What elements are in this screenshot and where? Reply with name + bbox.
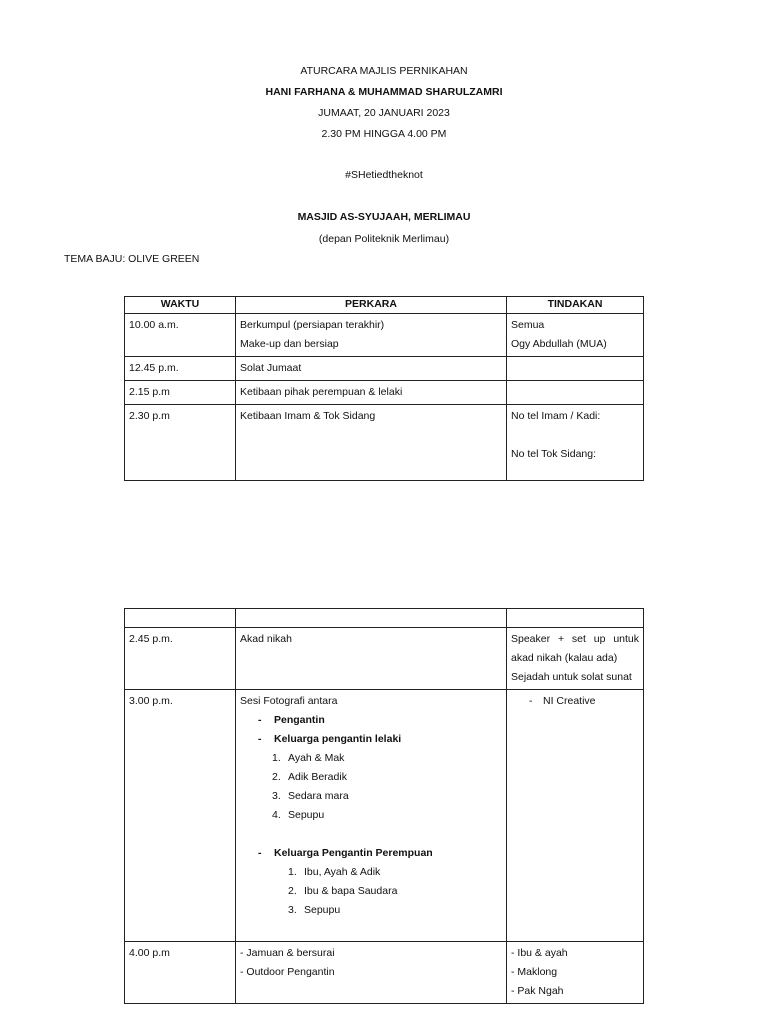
list-item: 2. Adik Beradik: [272, 771, 347, 783]
item-line: Make-up dan bersiap: [240, 338, 339, 350]
empty-cell: [236, 609, 507, 628]
table-row: [125, 942, 644, 1004]
action-cell: [507, 628, 644, 690]
action-line: - Maklong: [511, 966, 558, 978]
list-item: 1. Ibu, Ayah & Adik: [288, 866, 381, 878]
list-item: 4. Sepupu: [272, 809, 325, 821]
item-cell: [236, 942, 507, 1004]
action-line: - Ibu & ayah: [511, 947, 568, 959]
document-title: ATURCARA MAJLIS PERNIKAHAN: [300, 65, 468, 77]
time-cell: 3.00 p.m.: [125, 690, 236, 942]
table-row: [125, 690, 644, 942]
table-header-row: [125, 297, 644, 314]
event-time: 2.30 PM HINGGA 4.00 PM: [321, 128, 447, 140]
action-line: No tel Imam / Kadi:: [511, 410, 601, 422]
schedule-table-2: [124, 608, 644, 1004]
column-header-perkara: PERKARA: [236, 297, 507, 314]
venue-note: (depan Politeknik Merlimau): [318, 233, 450, 245]
hashtag: #SHetiedtheknot: [345, 169, 423, 181]
item-cell: Ketibaan pihak perempuan & lelaki: [236, 381, 507, 405]
time-cell: 2.30 p.m: [125, 405, 236, 481]
action-line: Semua: [511, 319, 545, 331]
action-line: - Pak Ngah: [511, 985, 564, 997]
empty-cell: [507, 609, 644, 628]
item-line: - Outdoor Pengantin: [240, 966, 335, 978]
time-cell: 2.15 p.m: [125, 381, 236, 405]
table-row: [125, 628, 644, 690]
action-cell: [507, 381, 644, 405]
table-row: [125, 405, 644, 481]
dress-theme: TEMA BAJU: OLIVE GREEN: [64, 253, 200, 265]
time-cell: 2.45 p.m.: [125, 628, 236, 690]
column-header-waktu: WAKTU: [125, 297, 236, 314]
action-line: - NI Creative: [529, 695, 596, 707]
action-line: Ogy Abdullah (MUA): [511, 338, 607, 350]
action-cell: [507, 314, 644, 357]
action-cell: [507, 405, 644, 481]
item-cell: Solat Jumaat: [236, 357, 507, 381]
action-line: Speaker + set up untuk: [511, 633, 639, 645]
empty-cell: [125, 609, 236, 628]
action-cell: [507, 690, 644, 942]
table-row: [125, 357, 644, 381]
item-line: Sesi Fotografi antara: [240, 695, 338, 707]
item-line: Berkumpul (persiapan terakhir): [240, 319, 385, 331]
venue: MASJID AS-SYUJAAH, MERLIMAU: [297, 211, 471, 223]
empty-header-row: [125, 609, 644, 628]
action-cell: [507, 942, 644, 1004]
list-item: 3. Sedara mara: [272, 790, 349, 802]
column-header-tindakan: TINDAKAN: [507, 297, 644, 314]
item-line: - Jamuan & bersurai: [240, 947, 335, 959]
action-line: No tel Tok Sidang:: [511, 448, 597, 460]
list-item: - Pengantin: [258, 714, 325, 726]
item-cell: [236, 690, 507, 942]
event-date: JUMAAT, 20 JANUARI 2023: [318, 107, 450, 119]
schedule-table-1: [124, 296, 644, 481]
item-cell: Ketibaan Imam & Tok Sidang: [236, 405, 507, 481]
table-row: [125, 381, 644, 405]
item-cell: Akad nikah: [236, 628, 507, 690]
action-cell: [507, 357, 644, 381]
list-item: 1. Ayah & Mak: [272, 752, 345, 764]
table-row: [125, 314, 644, 357]
list-item: - Keluarga Pengantin Perempuan: [258, 847, 433, 859]
time-cell: 12.45 p.m.: [125, 357, 236, 381]
list-item: - Keluarga pengantin lelaki: [258, 733, 402, 745]
list-item: 2. Ibu & bapa Saudara: [288, 885, 398, 897]
time-cell: 10.00 a.m.: [125, 314, 236, 357]
list-item: 3. Sepupu: [288, 904, 341, 916]
time-cell: 4.00 p.m: [125, 942, 236, 1004]
action-line: Sejadah untuk solat sunat: [511, 671, 632, 683]
item-cell: [236, 314, 507, 357]
action-line: akad nikah (kalau ada): [511, 652, 618, 664]
couple-names: HANI FARHANA & MUHAMMAD SHARULZAMRI: [265, 86, 503, 98]
